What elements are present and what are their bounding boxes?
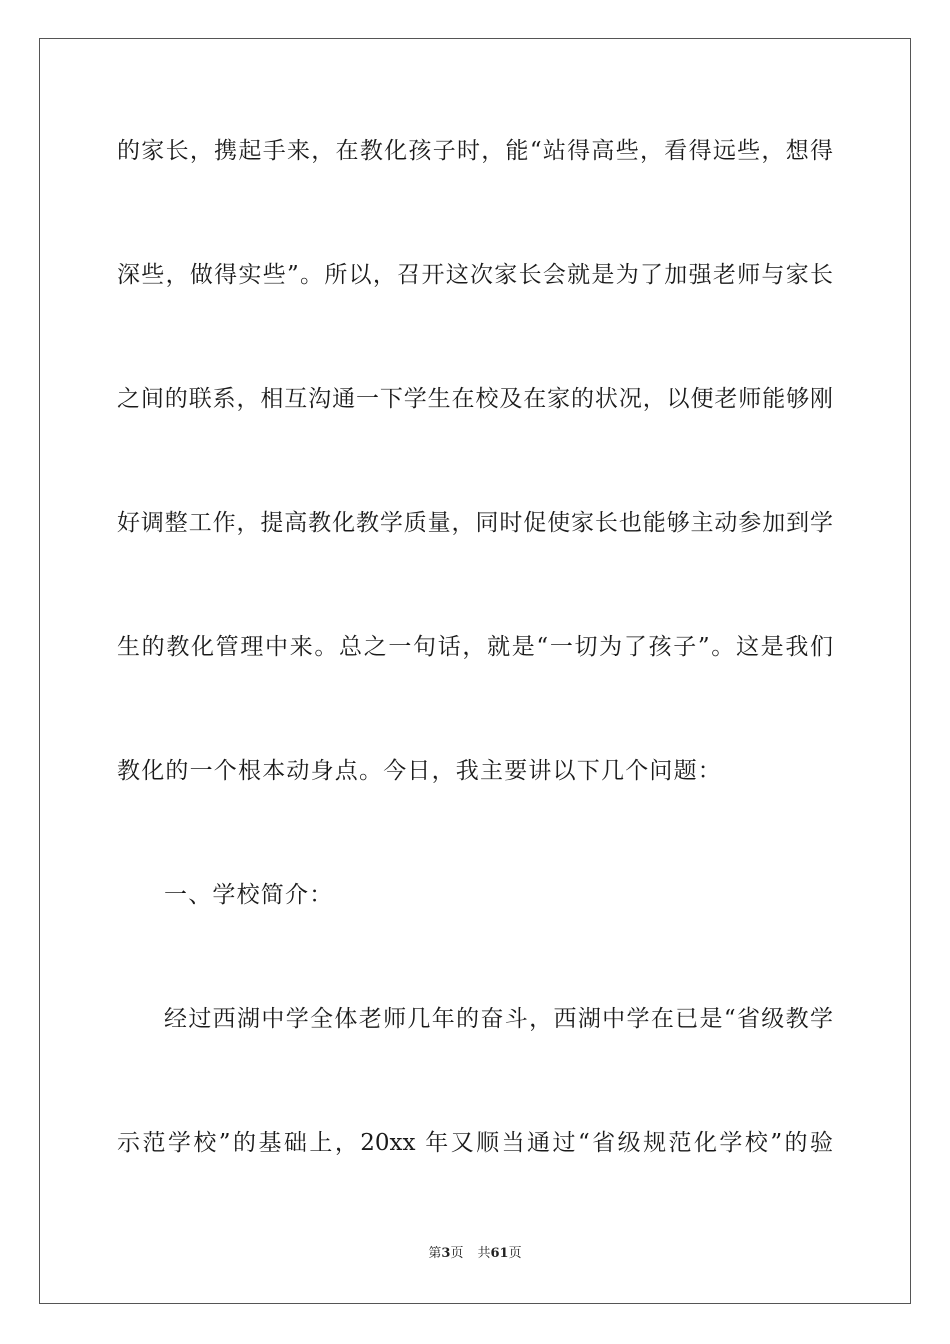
body-line-8: 经过西湖中学全体老师几年的奋斗，西湖中学在已是“省级教学 xyxy=(164,1006,833,1032)
section-heading-school-intro: 一、学校简介： xyxy=(164,882,334,908)
footer-total-prefix: 共 xyxy=(477,1246,491,1261)
footer-total-suffix: 页 xyxy=(508,1246,522,1261)
body-line-5: 生的教化管理中来。总之一句话，就是“一切为了孩子”。这是我们 xyxy=(117,634,833,660)
footer-page-prefix: 第 xyxy=(428,1246,442,1261)
body-line-9: 示范学校”的基础上，20xx 年又顺当通过“省级规范化学校”的验 xyxy=(117,1130,833,1156)
body-line-1: 的家长，携起手来，在教化孩子时，能“站得高些，看得远些，想得 xyxy=(117,138,833,164)
footer-page-suffix: 页 xyxy=(450,1246,464,1261)
footer-page-number: 3 xyxy=(441,1246,451,1261)
footer-total-pages: 61 xyxy=(490,1246,509,1261)
body-line-2: 深些，做得实些”。所以，召开这次家长会就是为了加强老师与家长 xyxy=(117,262,833,288)
page-footer xyxy=(0,1245,950,1263)
page-frame xyxy=(39,38,911,1304)
body-line-3: 之间的联系，相互沟通一下学生在校及在家的状况，以便老师能够刚 xyxy=(117,386,833,412)
body-line-4: 好调整工作，提高教化教学质量，同时促使家长也能够主动参加到学 xyxy=(117,510,833,536)
body-line-6: 教化的一个根本动身点。今日，我主要讲以下几个问题： xyxy=(117,758,722,784)
